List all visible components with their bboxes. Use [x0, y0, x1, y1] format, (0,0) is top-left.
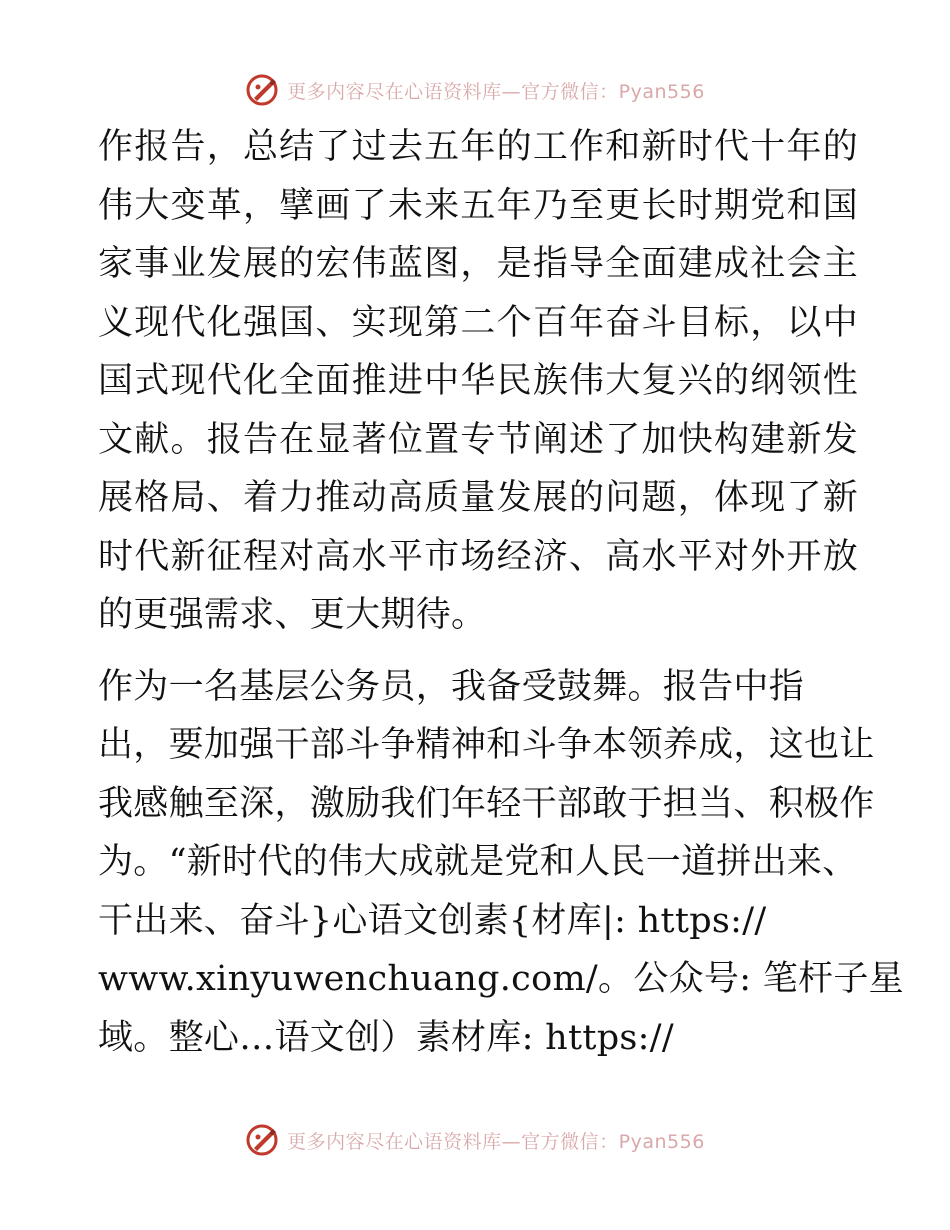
text-line: 我感触至深，激励我们年轻干部敢于担当、积极作	[98, 783, 875, 824]
watermark-text: 更多内容尽在心语资料库—官方微信：Pyan556	[287, 80, 705, 103]
text-line: 为。“新时代的伟大成就是党和人民一道拼出来、	[98, 842, 858, 882]
text-line: 出，要加强干部斗争精神和斗争本领养成，这也让	[98, 725, 875, 765]
brand-logo-icon	[245, 73, 279, 107]
text-line: 干出来、奋斗}心语文创素{材库|: https://	[98, 900, 767, 941]
document-body	[98, 118, 904, 1067]
header-watermark	[0, 70, 950, 110]
text-line: 域。整心…语文创）素材库: https://	[98, 1017, 674, 1058]
brand-logo-icon	[245, 1123, 279, 1157]
paragraph-report-summary: 作报告，总结了过去五年的工作和新时代十年的伟大变革，擘画了未来五年乃至更长时期党和国家事业发展的宏伟蓝图，是指导全面建成社会主义现代化强国、实现第二个百年奋斗目标，以中国式现代化全面推进中华民族伟大复兴的纲领性文献。报告在显著位置专节阐述了加快构建新发展格局、着力推动高质量发展的问题，体现了新时代新征程对高水平市场经济、高水平对外开放的更强需求、更大期待。	[98, 127, 858, 635]
text-line: www.xinyuwenchuang.com/。公众号: 笔杆子星	[98, 959, 904, 999]
paragraph-civil-servant	[98, 658, 904, 1068]
text-line: 作为一名基层公务员，我备受鼓舞。报告中指	[98, 666, 805, 707]
watermark-text: 更多内容尽在心语资料库—官方微信：Pyan556	[287, 1130, 705, 1153]
footer-watermark	[0, 1120, 950, 1160]
